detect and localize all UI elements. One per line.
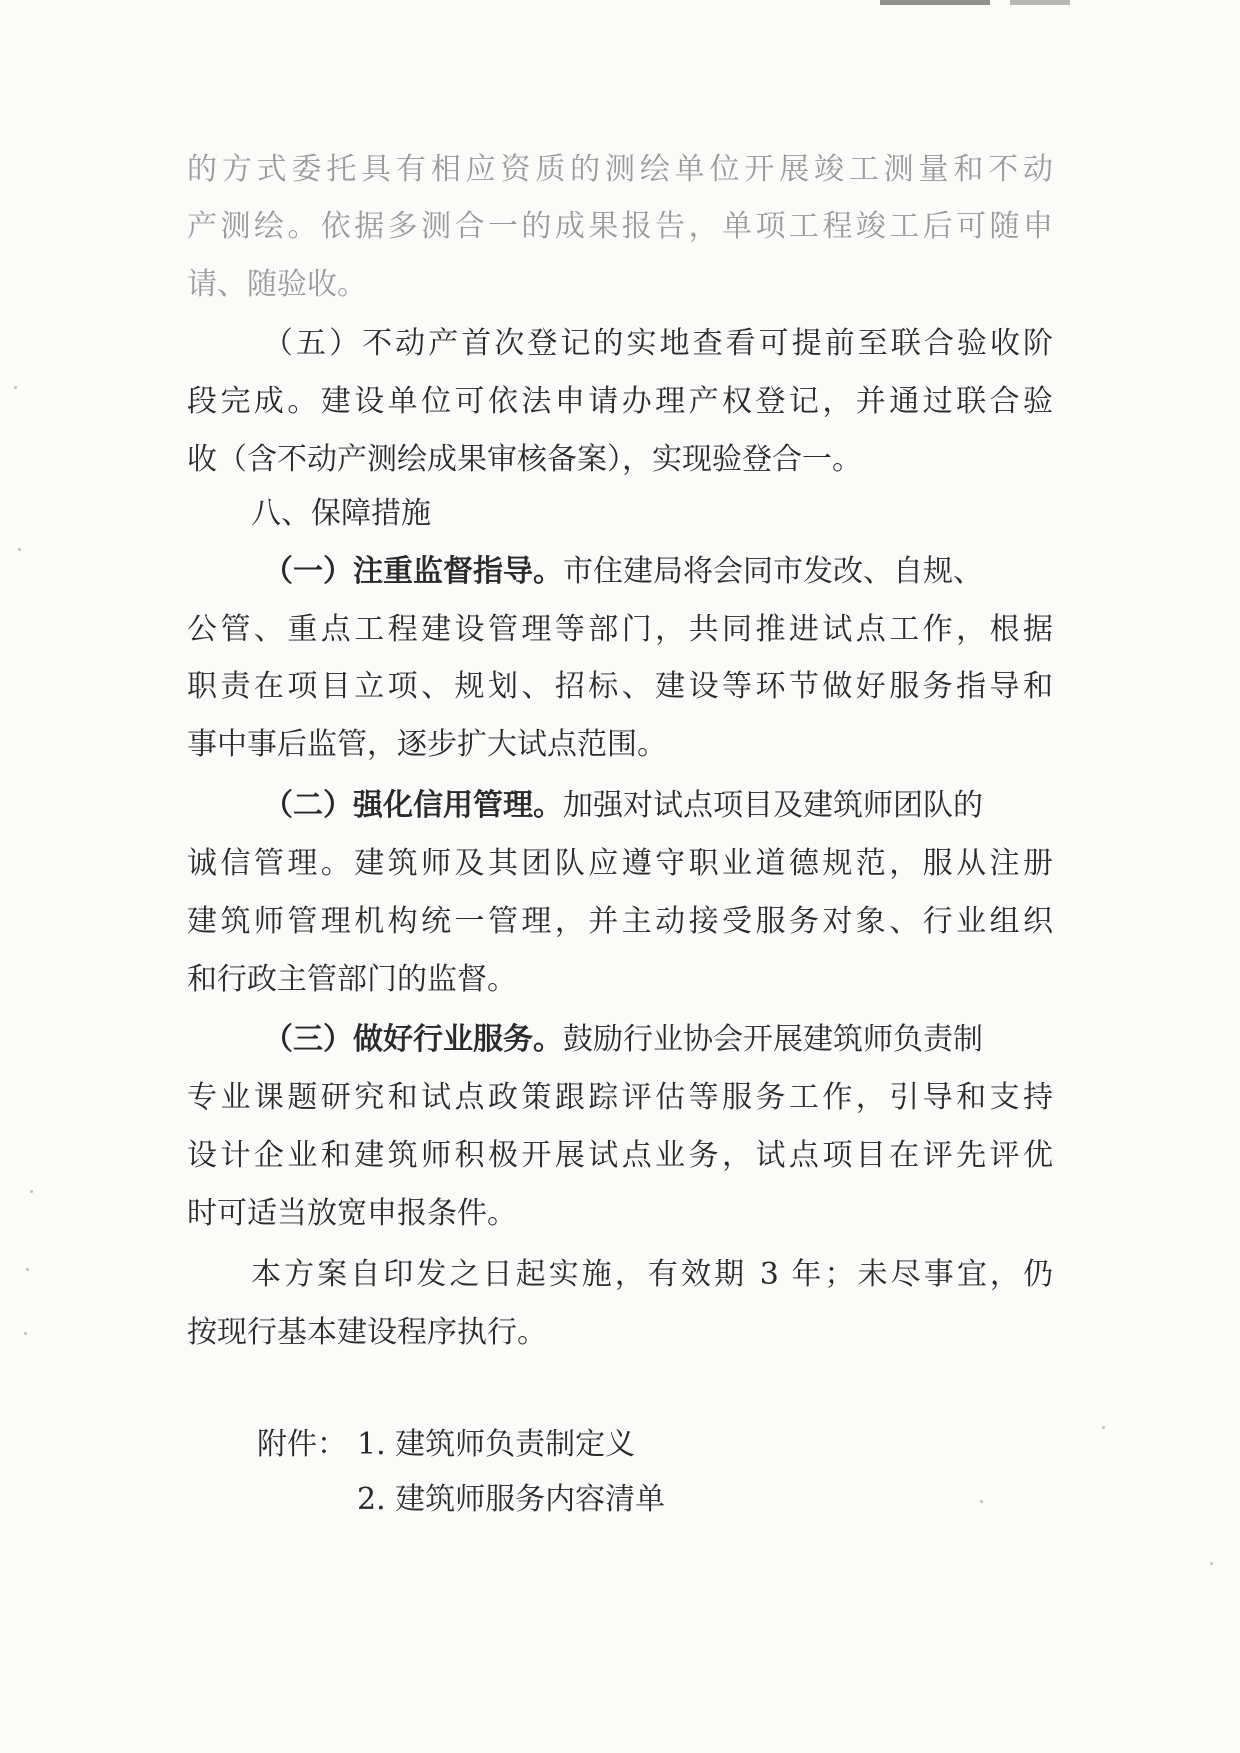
measure-two-line: 诚信管理。建筑师及其团队应遵守职业道德规范，服从注册 (187, 846, 1053, 881)
scan-speck (980, 1500, 983, 1503)
measure-three-text: 鼓励行业协会开展建筑师负责制 (563, 1022, 983, 1057)
continuation-line: 请、随验收。 (187, 267, 367, 302)
measure-three-line: 专业课题研究和试点政策跟踪评估等服务工作，引导和支持 (187, 1080, 1053, 1115)
scan-edge-mark (1010, 0, 1070, 5)
measure-three-title: （三）做好行业服务。 (263, 1022, 563, 1057)
effective-line: 按现行基本建设程序执行。 (187, 1315, 547, 1350)
measure-one-first-line (263, 552, 1053, 592)
measure-two-text: 加强对试点项目及建筑师团队的 (563, 788, 983, 823)
scan-speck (24, 1332, 27, 1335)
item-five-first-line: （五）不动产首次登记的实地查看可提前至联合验收阶 (263, 326, 1053, 361)
measure-one-text: 市住建局将会同市发改、自规、 (563, 554, 983, 589)
continuation-line: 产测绘。依据多测合一的成果报告，单项工程竣工后可随申 (187, 209, 1053, 244)
scan-speck (1210, 1562, 1213, 1565)
attachment-item: 1. 建筑师负责制定义 (357, 1427, 636, 1462)
measure-two-line: 建筑师管理机构统一管理，并主动接受服务对象、行业组织 (187, 904, 1053, 939)
measure-two-line: 和行政主管部门的监督。 (187, 962, 517, 997)
measure-one-title: （一）注重监督指导。 (263, 554, 563, 589)
attachments-label: 附件： (257, 1427, 347, 1462)
item-five-line: 收（含不动产测绘成果审核备案），实现验登合一。 (187, 442, 862, 477)
scan-speck (1102, 1426, 1105, 1429)
item-five-line: 段完成。建设单位可依法申请办理产权登记，并通过联合验 (187, 384, 1053, 419)
measure-three-line: 设计企业和建筑师积极开展试点业务，试点项目在评先评优 (187, 1138, 1053, 1173)
effective-first-line: 本方案自印发之日起实施，有效期 3 年；未尽事宜，仍 (251, 1257, 1053, 1292)
section-heading: 八、保障措施 (251, 496, 431, 531)
measure-two-title: （二）强化信用管理。 (263, 788, 563, 823)
measure-one-line: 职责在项目立项、规划、招标、建设等环节做好服务指导和 (187, 669, 1053, 704)
scan-speck (26, 1268, 29, 1271)
attachment-item: 2. 建筑师服务内容清单 (357, 1482, 666, 1517)
scan-speck (30, 1190, 33, 1193)
measure-two-first-line (263, 786, 1053, 826)
continuation-line: 的方式委托具有相应资质的测绘单位开展竣工测量和不动 (187, 152, 1053, 187)
scan-speck (18, 548, 21, 551)
measure-one-line: 事中事后监管，逐步扩大试点范围。 (187, 727, 667, 762)
measure-three-first-line (263, 1020, 1053, 1060)
measure-one-line: 公管、重点工程建设管理等部门，共同推进试点工作，根据 (187, 612, 1053, 647)
scan-speck (14, 386, 17, 389)
measure-three-line: 时可适当放宽申报条件。 (187, 1196, 517, 1231)
scan-edge-mark (880, 0, 990, 5)
